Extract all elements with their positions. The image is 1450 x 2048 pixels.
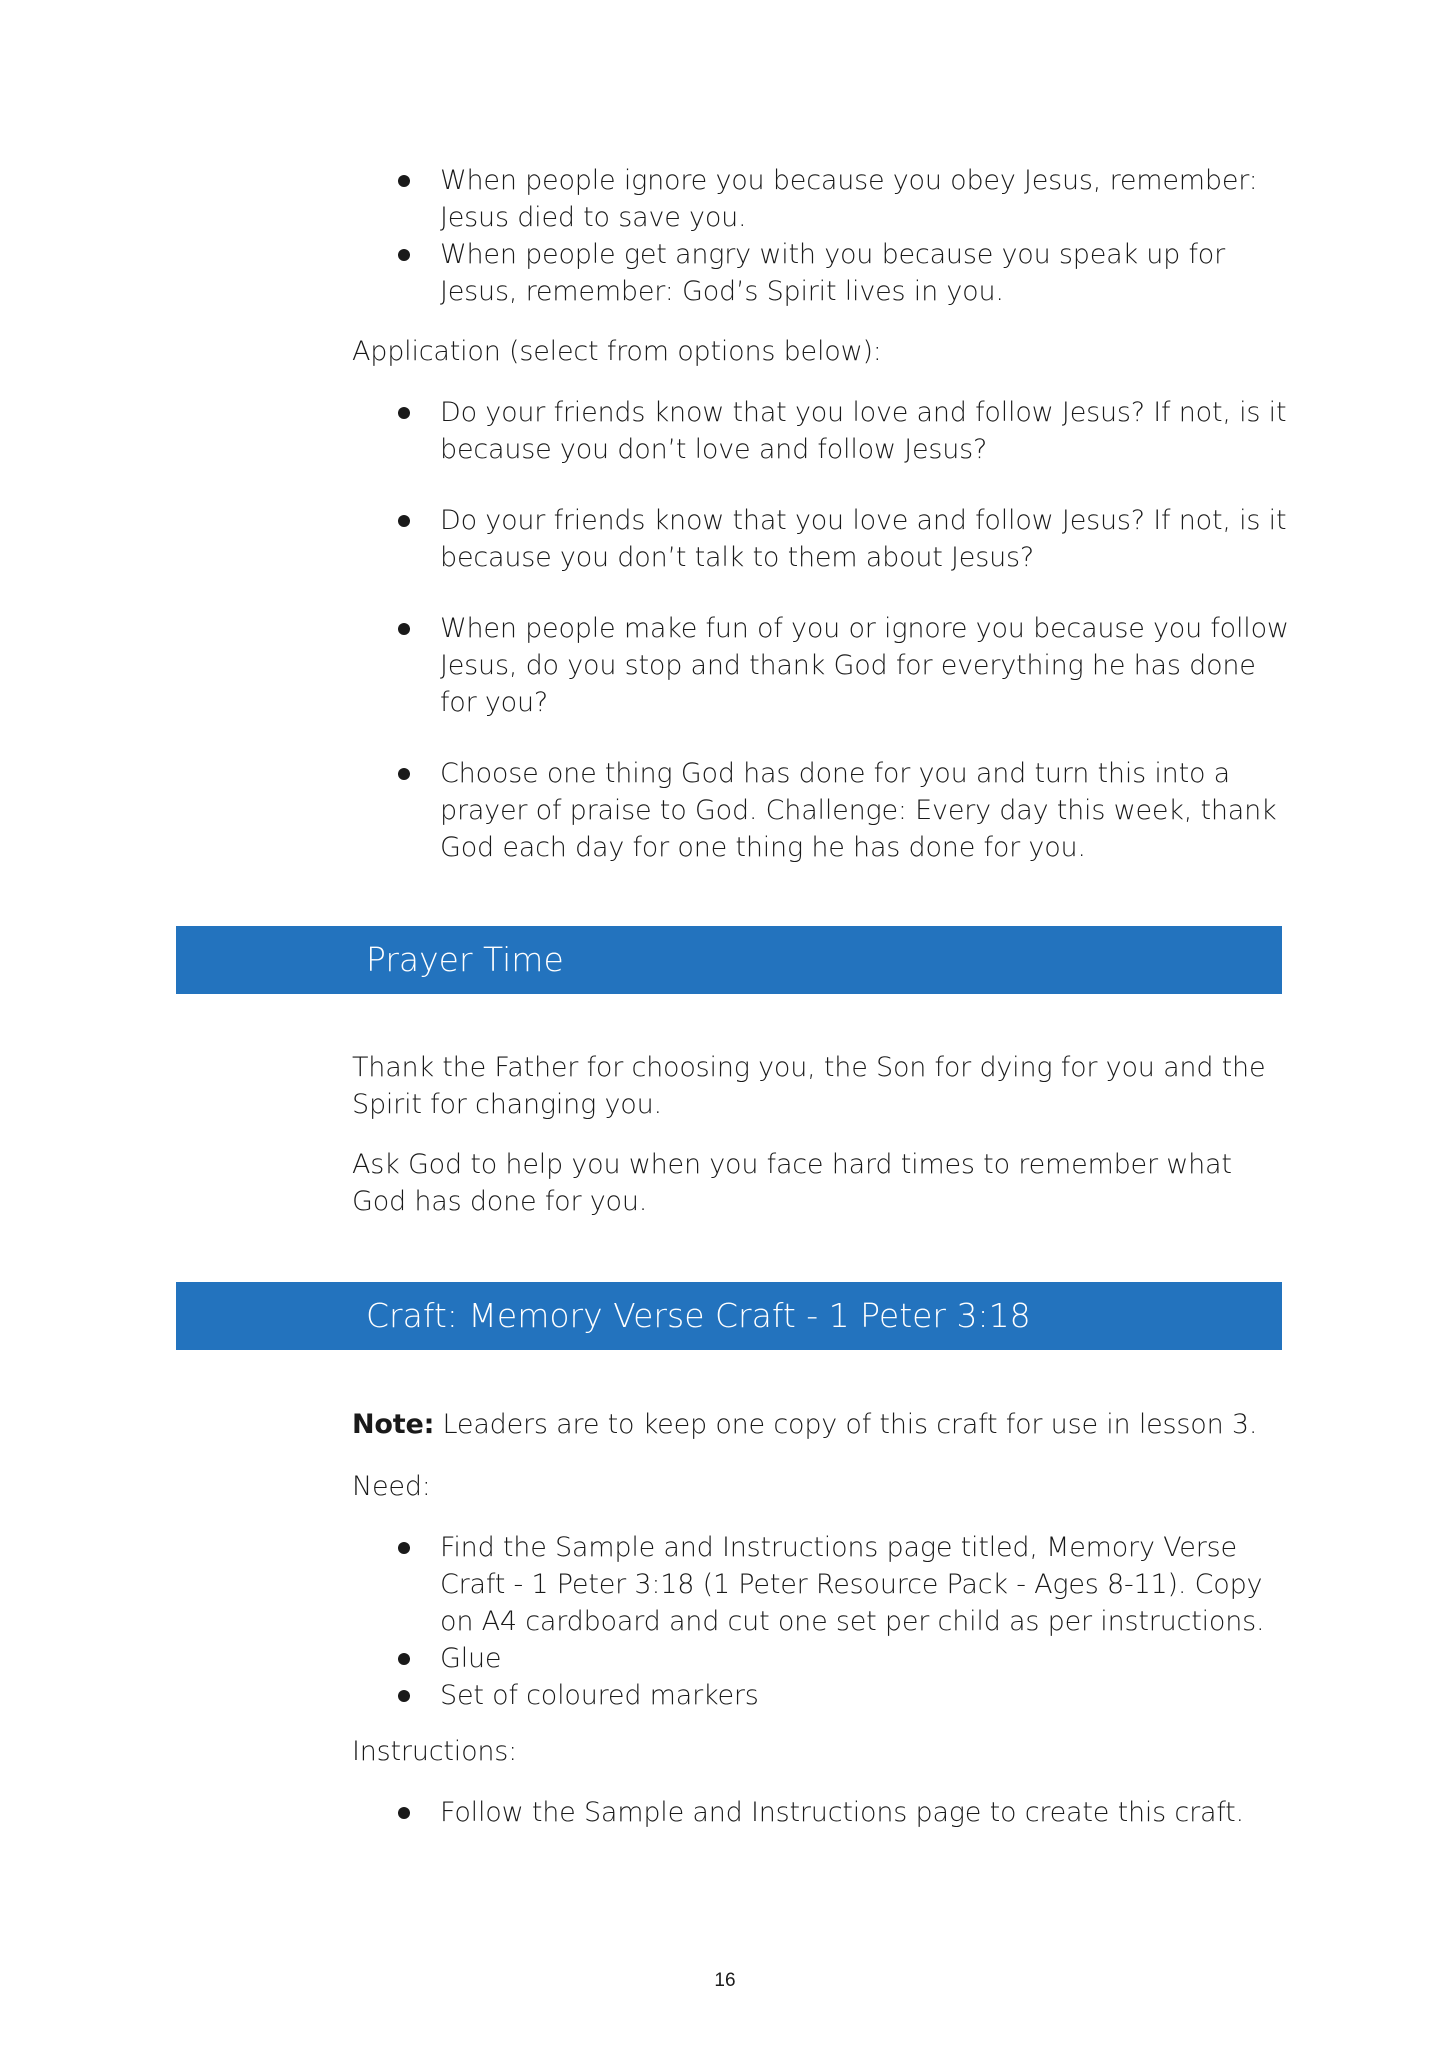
list-item-text: Set of coloured markers [440,1680,759,1711]
craft-note [352,1406,1292,1443]
list-item-text: Find the Sample and Instructions page titled, Memory Verse Craft - 1 Peter 3:18 (1 Peter Resource Pack - Ages 8-11). Copy on A4 cardboard and cut one set per child as per instructions. [440,1532,1265,1637]
bullet-icon [398,175,410,187]
application-list [352,394,1292,866]
bullet-icon [398,1653,410,1665]
bullet-icon [398,1690,410,1702]
bullet-icon [398,249,410,261]
list-item [352,162,1292,236]
list-item-text: When people get angry with you because you speak up for Jesus, remember: God’s Spirit lives in you. [440,239,1226,307]
list-item-text: Follow the Sample and Instructions page to create this craft. [440,1797,1244,1828]
prayer-time-banner [176,926,1282,994]
list-item [352,394,1292,468]
intro-bullet-list [352,162,1292,310]
prayer-paragraph: Thank the Father for choosing you, the Son for dying for you and the Spirit for changing you. [352,1052,1266,1120]
list-item-text: When people ignore you because you obey Jesus, remember: Jesus died to save you. [440,165,1258,233]
page-number: 16 [714,1970,736,1991]
craft-banner [176,1282,1282,1350]
list-item [352,502,1292,576]
prayer-paragraph: Ask God to help you when you face hard times to remember what God has done for you. [352,1149,1232,1217]
application-heading: Application (select from options below): [352,336,882,367]
list-item [352,1640,1292,1677]
list-item [352,610,1292,721]
section-title: Prayer Time [366,940,564,979]
instructions-heading: Instructions: [352,1736,518,1767]
need-list [352,1529,1292,1714]
list-item [352,1677,1292,1714]
list-item-text: Do your friends know that you love and follow Jesus? If not, is it because you don’t talk to them about Jesus? [440,505,1287,573]
note-text: Leaders are to keep one copy of this craft for use in lesson 3. [434,1409,1258,1440]
bullet-icon [398,768,410,780]
list-item [352,755,1292,866]
bullet-icon [398,1807,410,1819]
list-item-text: Glue [440,1643,502,1674]
bullet-icon [398,623,410,635]
bullet-icon [398,407,410,419]
list-item [352,1529,1292,1640]
note-label: Note: [352,1409,435,1440]
instructions-list [352,1794,1292,1831]
list-item [352,236,1292,310]
bullet-icon [398,1542,410,1554]
section-title: Craft: Memory Verse Craft - 1 Peter 3:18 [366,1296,1031,1335]
bullet-icon [398,515,410,527]
list-item [352,1794,1292,1831]
list-item-text: Do your friends know that you love and follow Jesus? If not, is it because you don’t love and follow Jesus? [440,397,1287,465]
need-heading: Need: [352,1471,431,1502]
list-item-text: When people make fun of you or ignore you because you follow Jesus, do you stop and thank God for everything he has done for you? [440,613,1289,718]
list-item-text: Choose one thing God has done for you and turn this into a prayer of praise to God. Challenge: Every day this week, thank God each day for one thing he has done for you. [440,758,1277,863]
